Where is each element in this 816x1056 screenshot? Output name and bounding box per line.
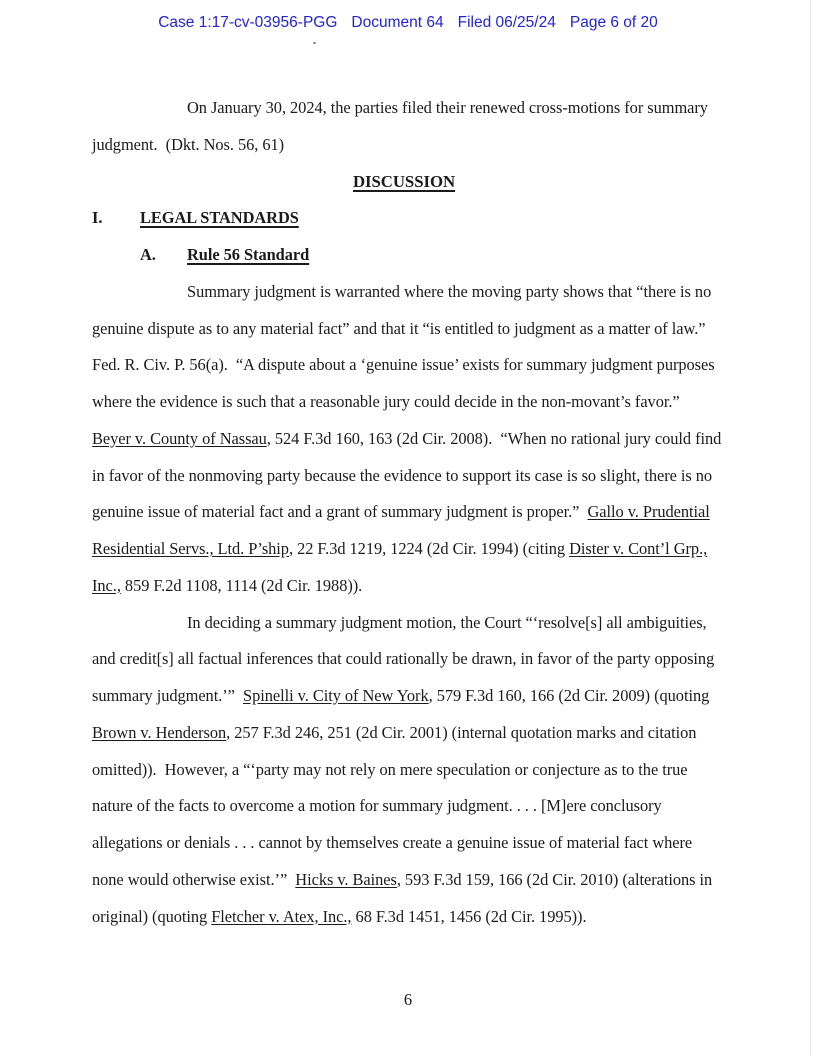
text-segment: allegations or denials . . . cannot by themselves create a genuine issue of material fact where: [92, 833, 693, 852]
text-line: [92, 715, 716, 752]
case-number: Case 1:17-cv-03956-PGG: [158, 14, 338, 31]
document-number: Document 64: [351, 14, 444, 31]
subsection-heading-rule56: [140, 237, 716, 274]
case-citation: Beyer v. County of Nassau: [92, 428, 267, 448]
text-line: [92, 678, 716, 715]
text-line: [92, 347, 716, 384]
case-citation: Gallo v. Prudential: [587, 502, 710, 522]
text-line: [92, 494, 716, 531]
text-line: [92, 788, 716, 825]
paragraph-rule56-standard: [92, 274, 722, 605]
text-segment: , 257 F.3d 246, 251 (2d Cir. 2001) (internal quotation marks and citation: [226, 722, 697, 742]
text-line: [92, 421, 722, 458]
discussion-heading-text: DISCUSSION: [352, 171, 456, 191]
text-segment: Fed. R. Civ. P. 56(a). “A dispute about a ‘genuine issue’ exists for summary judgment purposes: [92, 355, 715, 375]
text-segment: 859 F.2d 1108, 1114 (2d Cir. 1988)).: [120, 575, 363, 595]
text-line: [92, 568, 716, 605]
text-segment: Summary judgment is warranted where the moving party shows that “there is no: [187, 281, 712, 301]
section-heading-legal-standards: [92, 200, 716, 237]
text-segment: where the evidence is such that a reasonable jury could decide in the non-movant’s favor.”: [92, 392, 680, 411]
case-citation: Residential Servs., Ltd. P’ship: [92, 539, 289, 558]
page-indicator: Page 6 of 20: [569, 14, 658, 31]
text-segment: 68 F.3d 1451, 1456 (2d Cir. 1995)).: [351, 906, 587, 926]
paragraph-intro: [92, 90, 716, 164]
text-line: [92, 274, 716, 311]
subsection-letter: A.: [140, 245, 156, 264]
case-citation: Spinelli v. City of New York: [243, 686, 429, 705]
text-segment: original) (quoting: [92, 906, 212, 926]
scan-edge-line: [810, 0, 811, 1056]
filed-date: Filed 06/25/24: [457, 14, 556, 31]
subsection-title: Rule 56 Standard: [187, 245, 310, 264]
text-segment: genuine dispute as to any material fact” and that it “is entitled to judgment as a matter of law.”: [92, 318, 706, 338]
paragraph-deciding-motion: [92, 605, 716, 936]
case-citation: Fletcher v. Atex, Inc.,: [211, 906, 352, 926]
text-segment: , 524 F.3d 160, 163 (2d Cir. 2008). “When no rational jury could find: [266, 428, 722, 448]
text-segment: none would otherwise exist.’”: [92, 869, 296, 889]
text-line: [92, 899, 716, 936]
text-line: [92, 384, 716, 421]
text-line: [92, 90, 716, 127]
text-segment: , 22 F.3d 1219, 1224 (2d Cir. 1994) (citing: [288, 539, 570, 558]
page-number: 6: [403, 990, 413, 1009]
text-segment: nature of the facts to overcome a motion for summary judgment. . . . [M]ere conclusory: [92, 796, 662, 816]
text-line: [92, 311, 716, 348]
section-numeral: I.: [92, 208, 103, 228]
text-line: [92, 605, 716, 642]
text-segment: On January 30, 2024, the parties filed their renewed cross-motions for summary: [187, 98, 708, 117]
text-line: [92, 458, 716, 495]
text-line: [92, 531, 716, 568]
text-segment: in favor of the nonmoving party because the evidence to support its case is so slight, there is no: [92, 465, 713, 485]
text-segment: summary judgment.’”: [92, 686, 243, 705]
section-title: LEGAL STANDARDS: [140, 208, 299, 228]
text-segment: omitted)). However, a “‘party may not rely on mere speculation or conjecture as to the true: [92, 759, 688, 779]
text-line: [92, 641, 716, 678]
case-citation: Dister v. Cont’l Grp.,: [569, 539, 708, 558]
text-line: [92, 752, 716, 789]
text-segment: , 579 F.3d 160, 166 (2d Cir. 2009) (quoting: [428, 686, 710, 705]
text-segment: judgment. (Dkt. Nos. 56, 61): [92, 134, 285, 154]
case-citation: Brown v. Henderson: [92, 722, 227, 742]
text-segment: , 593 F.3d 159, 166 (2d Cir. 2010) (alterations in: [396, 869, 713, 889]
text-segment: In deciding a summary judgment motion, the Court “‘resolve[s] all ambiguities,: [187, 612, 707, 632]
scan-artifact: [313, 42, 316, 44]
text-line: [92, 862, 716, 899]
text-segment: genuine issue of material fact and a grant of summary judgment is proper.”: [92, 502, 588, 522]
case-header: [0, 14, 816, 32]
case-citation: Hicks v. Baines: [295, 869, 397, 889]
text-line: [92, 127, 716, 164]
case-citation: Inc.,: [92, 575, 121, 595]
discussion-heading: [92, 164, 716, 201]
page-content: [92, 90, 722, 935]
text-segment: and credit[s] all factual inferences that could rationally be drawn, in favor of the party opposing: [92, 649, 715, 669]
text-line: [92, 825, 716, 862]
